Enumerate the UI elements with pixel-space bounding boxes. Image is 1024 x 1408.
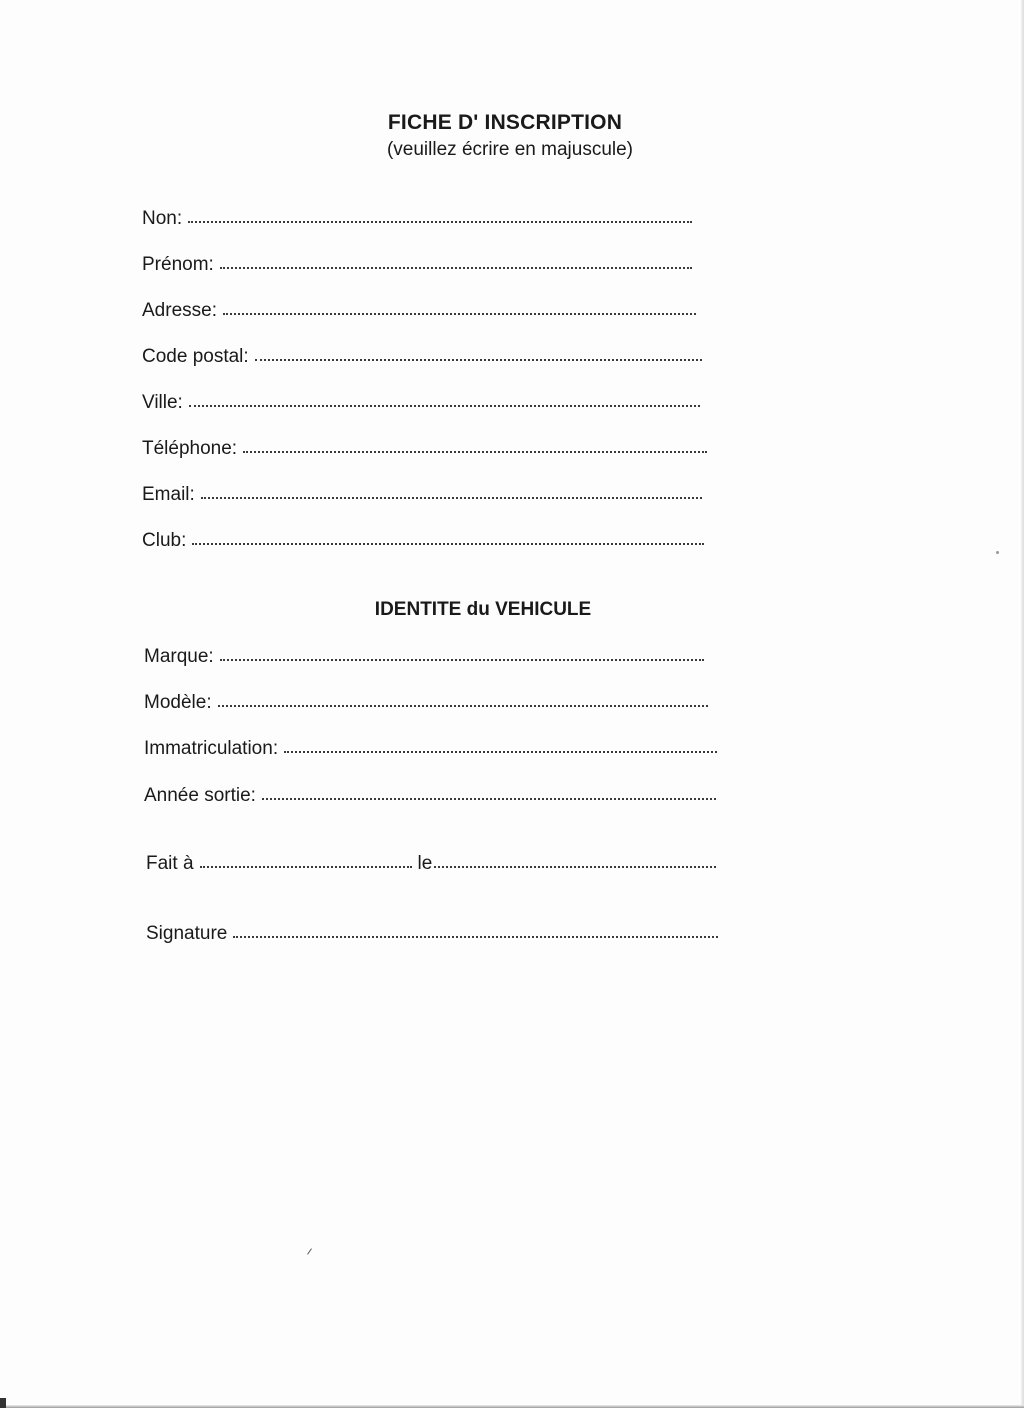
field-adresse[interactable]: [142, 300, 696, 322]
fill-line[interactable]: [220, 265, 692, 269]
field-label: Immatriculation:: [144, 738, 279, 759]
fill-line[interactable]: [218, 703, 708, 707]
field-marque[interactable]: [144, 646, 704, 668]
field-label: Marque:: [144, 646, 214, 667]
field-ville[interactable]: [142, 392, 700, 414]
field-modele[interactable]: [144, 692, 708, 714]
field-label: Ville:: [142, 392, 183, 413]
fill-line[interactable]: [284, 749, 717, 753]
signature-fill-line[interactable]: [233, 934, 718, 938]
fill-line[interactable]: [262, 796, 716, 800]
signature-label: Signature: [146, 923, 228, 944]
vehicle-section-title: IDENTITE du VEHICULE: [374, 599, 592, 620]
scan-speck: [996, 551, 999, 554]
fill-line[interactable]: [189, 403, 700, 407]
field-label: Prénom:: [142, 254, 214, 275]
field-immatriculation[interactable]: [144, 738, 717, 760]
field-club[interactable]: [142, 530, 704, 552]
field-label: Adresse:: [142, 300, 217, 321]
fill-line[interactable]: [188, 219, 692, 223]
field-label: Code postal:: [142, 346, 249, 367]
scan-corner-mark: [0, 1398, 6, 1408]
place-fill-line[interactable]: [200, 864, 412, 868]
fill-line[interactable]: [192, 541, 704, 545]
form-subtitle: (veuillez écrire en majuscule): [386, 139, 634, 160]
field-email[interactable]: [142, 484, 702, 506]
field-label: Club:: [142, 530, 187, 551]
scan-mark: [307, 1248, 312, 1254]
fill-line[interactable]: [201, 495, 702, 499]
fill-line[interactable]: [243, 449, 707, 453]
fill-line[interactable]: [220, 657, 704, 661]
field-label: Non:: [142, 208, 183, 229]
field-label: Année sortie:: [144, 785, 256, 806]
field-telephone[interactable]: [142, 438, 707, 460]
fill-line[interactable]: [255, 357, 702, 361]
field-annee-sortie[interactable]: [144, 785, 716, 807]
field-label: Email:: [142, 484, 195, 505]
field-label: Modèle:: [144, 692, 212, 713]
field-fait-le[interactable]: [146, 853, 716, 875]
date-label: le: [417, 853, 433, 874]
fill-line[interactable]: [223, 311, 696, 315]
form-title: FICHE D' INSCRIPTION: [387, 111, 623, 134]
field-signature[interactable]: [146, 923, 718, 945]
place-label: Fait à: [146, 853, 194, 874]
date-fill-line[interactable]: [434, 864, 716, 868]
field-code-postal[interactable]: [142, 346, 702, 368]
field-prenom[interactable]: [142, 254, 692, 276]
field-nom[interactable]: [142, 208, 692, 230]
field-label: Téléphone:: [142, 438, 238, 459]
